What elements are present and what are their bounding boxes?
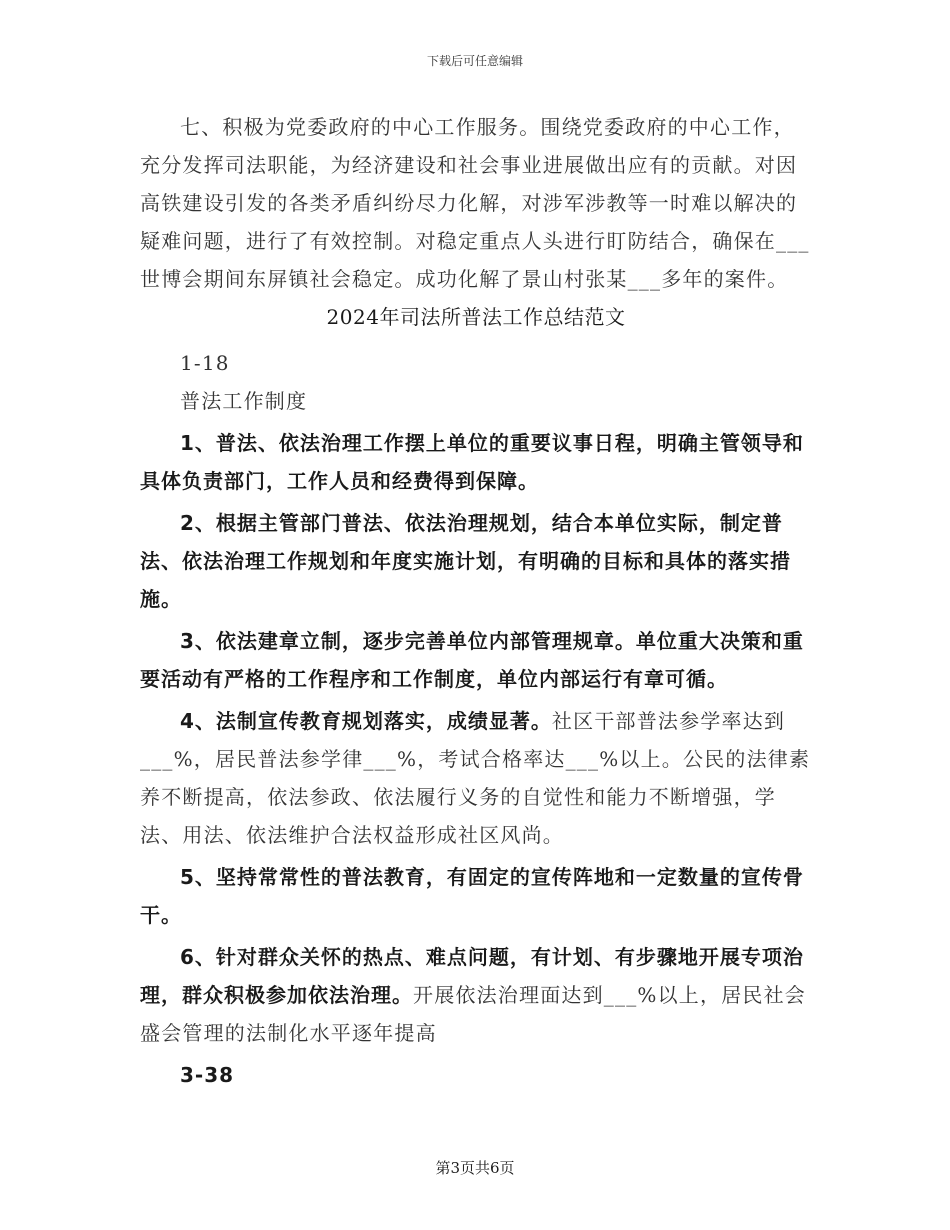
list-item	[140, 858, 812, 934]
document-body	[140, 108, 812, 1094]
list-item	[140, 938, 812, 1052]
section-subtitle: 普法工作制度	[180, 389, 308, 413]
intro-paragraph: 七、积极为党委政府的中心工作服务。围绕党委政府的中心工作，充分发挥司法职能，为经济建设和社会事业进展做出应有的贡献。对因高铁建设引发的各类矛盾纠纷尽力化解，对涉军涉教等一时难以解决的疑难问题，进行了有效控制。对稳定重点人头进行盯防结合，确保在___世博会期间东屏镇社会稳定。成功化解了景山村张某___多年的案件。	[140, 115, 810, 291]
list-item	[140, 622, 812, 698]
section-code: 1-18	[180, 351, 230, 375]
item-bold-text: 2、根据主管部门普法、依法治理规划，结合本单位实际，制定普法、依法治理工作规划和年度实施计划，有明确的目标和具体的落实措施。	[140, 511, 791, 611]
item-bold-text: 3、依法建章立制，逐步完善单位内部管理规章。单位重大决策和重要活动有严格的工作程序和工作制度，单位内部运行有章可循。	[140, 629, 804, 691]
item-bold-text: 5、坚持常常性的普法教育，有固定的宣传阵地和一定数量的宣传骨干。	[140, 865, 804, 927]
item-text: 社区干部普法参学率达到___%，居民普法参学律___%，考试合格率达___%以上。公民的法律素养不断提高，依法参政、依法履行义务的自觉性和能力不断增强，学法、用法、依法维护合法权益形成社区风尚。	[140, 709, 811, 847]
section-code: 3-38	[180, 1063, 235, 1087]
page-footer: 第3页共6页	[435, 1159, 515, 1177]
item-text: 开展依法治理面达到___%以上，居民社会盛会管理的法制化水平逐年提高	[140, 983, 807, 1045]
page-header: 下载后可任意编辑	[426, 54, 523, 68]
item-bold-text: 1、普法、依法治理工作摆上单位的重要议事日程，明确主管领导和具体负责部门，工作人员和经费得到保障。	[140, 431, 804, 493]
list-item	[140, 504, 812, 618]
item-bold-text: 4、法制宣传教育规划落实，成绩显著。	[180, 709, 552, 733]
list-item	[140, 424, 812, 500]
list-item	[140, 702, 812, 854]
document-title: 2024年司法所普法工作总结范文	[326, 305, 626, 329]
item-bold-text: 6、针对群众关怀的热点、难点问题，有计划、有步骤地开展专项治理，群众积极参加依法治理。	[140, 945, 804, 1007]
